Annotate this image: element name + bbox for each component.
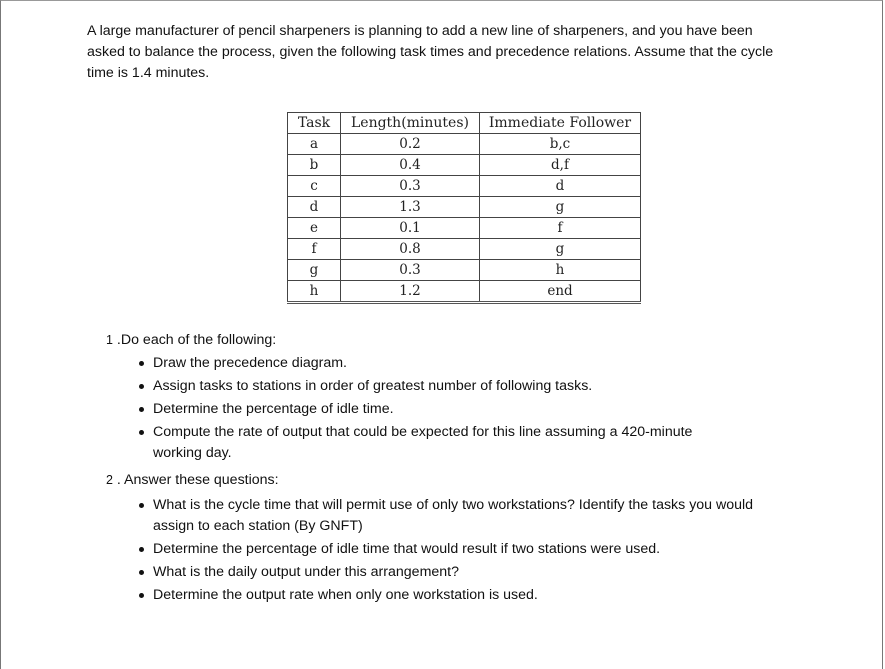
table-row [288, 260, 641, 281]
list-item-text: What is the daily output under this arrangement? [153, 564, 459, 580]
follower-cell: h [480, 260, 641, 281]
length-cell: 0.3 [341, 176, 480, 197]
length-cell: 0.4 [341, 155, 480, 176]
question-2-heading [106, 470, 279, 491]
list-item-text: Compute the rate of output that could be expected for this line assuming a 420-minute working day. [153, 424, 693, 461]
table-row [288, 239, 641, 260]
length-cell: 0.3 [341, 260, 480, 281]
table-row [288, 281, 641, 303]
header-follower: Immediate Follower [480, 113, 641, 134]
question-2-number: 2 [106, 473, 113, 487]
list-item [136, 422, 743, 464]
bullet-icon [139, 570, 144, 575]
task-cell: a [288, 134, 341, 155]
bullet-icon [139, 503, 144, 508]
task-cell: f [288, 239, 341, 260]
list-item [136, 399, 776, 420]
list-item [136, 353, 776, 374]
list-item-text: Determine the percentage of idle time. [153, 401, 394, 417]
list-item-text: Determine the percentage of idle time that would result if two stations were used. [153, 541, 661, 557]
list-item-text: Assign tasks to stations in order of greatest number of following tasks. [153, 378, 593, 394]
header-length: Length(minutes) [341, 113, 480, 134]
list-item-text: Determine the output rate when only one workstation is used. [153, 587, 538, 603]
follower-cell: g [480, 197, 641, 218]
task-table [287, 112, 641, 304]
list-item [136, 585, 776, 606]
table-row [288, 197, 641, 218]
bullet-icon [139, 430, 144, 435]
follower-cell: end [480, 281, 641, 303]
task-cell: e [288, 218, 341, 239]
table-row [288, 176, 641, 197]
question-1-list [136, 353, 776, 466]
bullet-icon [139, 384, 144, 389]
question-1-text: .Do each of the following: [116, 332, 277, 348]
list-item [136, 562, 776, 583]
bullet-icon [139, 547, 144, 552]
bullet-icon [139, 593, 144, 598]
length-cell: 1.3 [341, 197, 480, 218]
question-2-list [136, 495, 776, 608]
question-1-number: 1 [106, 333, 113, 347]
follower-cell: d,f [480, 155, 641, 176]
bullet-icon [139, 361, 144, 366]
table-row [288, 134, 641, 155]
intro-paragraph: A large manufacturer of pencil sharpeners is planning to add a new line of sharpeners, and you have been asked to balance the process, given the following task times and precedence relations. Assume that the cycle time is 1.4 minutes. [87, 23, 774, 81]
length-cell: 0.1 [341, 218, 480, 239]
length-cell: 1.2 [341, 281, 480, 303]
header-task: Task [288, 113, 341, 134]
bullet-icon [139, 407, 144, 412]
question-1-heading [106, 330, 276, 351]
length-cell: 0.8 [341, 239, 480, 260]
list-item-text: What is the cycle time that will permit use of only two workstations? Identify the tasks you would assign to each station (By GNFT) [153, 497, 754, 534]
follower-cell: f [480, 218, 641, 239]
length-cell: 0.2 [341, 134, 480, 155]
follower-cell: d [480, 176, 641, 197]
task-cell: b [288, 155, 341, 176]
follower-cell: g [480, 239, 641, 260]
task-cell: d [288, 197, 341, 218]
table-row [288, 218, 641, 239]
table-header-row [288, 113, 641, 134]
task-cell: g [288, 260, 341, 281]
question-2-text: . Answer these questions: [116, 472, 279, 488]
follower-cell: b,c [480, 134, 641, 155]
list-item [136, 376, 776, 397]
list-item-text: Draw the precedence diagram. [153, 355, 347, 371]
task-cell: h [288, 281, 341, 303]
table-row [288, 155, 641, 176]
task-cell: c [288, 176, 341, 197]
list-item [136, 495, 761, 537]
list-item [136, 539, 776, 560]
